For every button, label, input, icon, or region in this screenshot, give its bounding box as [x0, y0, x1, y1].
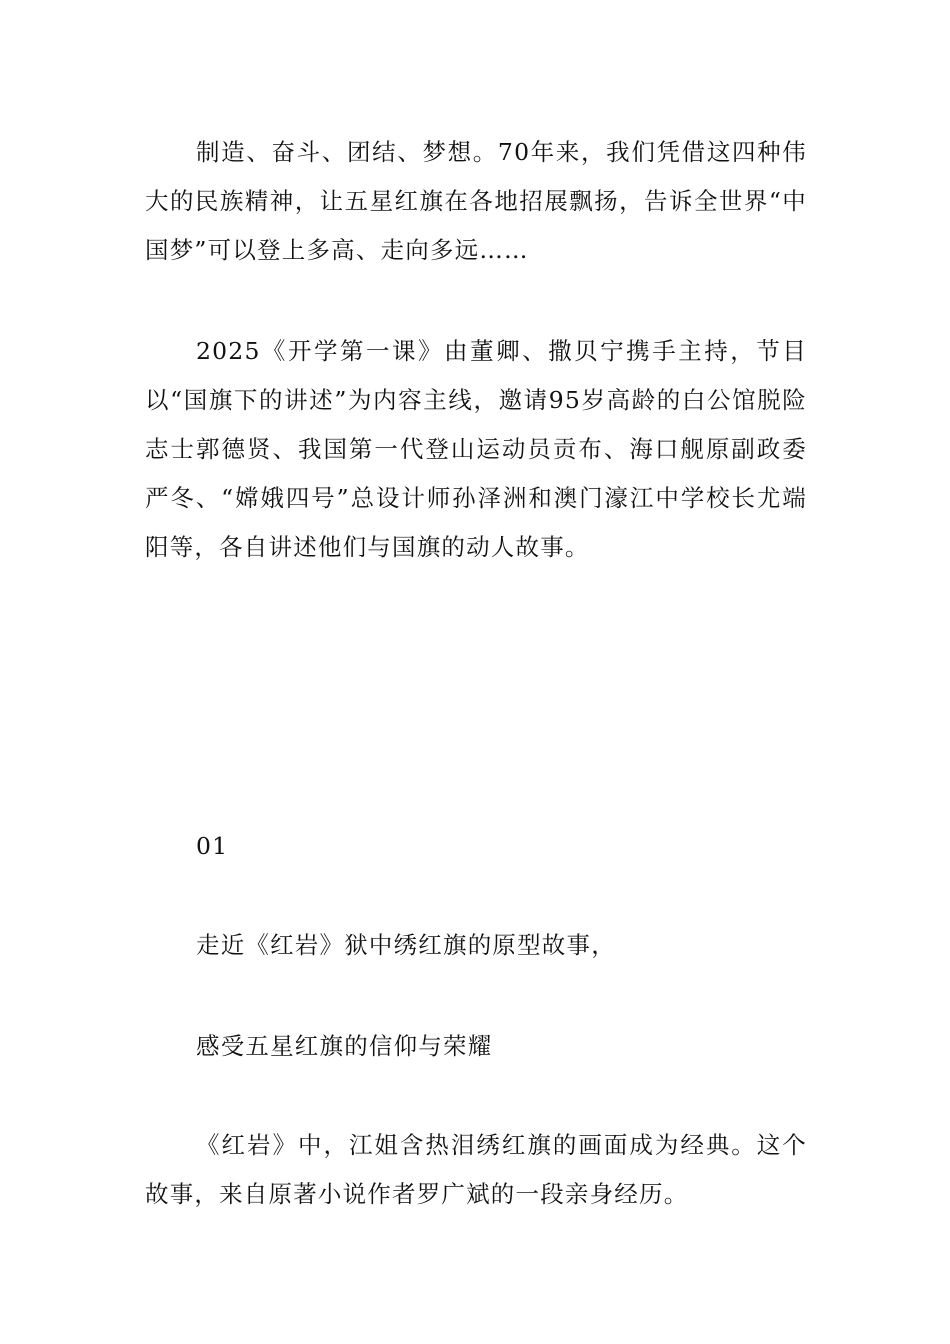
section-heading-line-2: 感受五星红旗的信仰与荣耀: [196, 1032, 493, 1060]
paragraph-program: 2025《开学第一课》由董卿、撒贝宁携手主持，节目以“国旗下的讲述”为内容主线，邀请95岁高龄的白公馆脱险志士郭德贤、我国第一代登山运动员贡布、海口舰原副政委严冬、“嫦娥四号”总设计师孙泽洲和澳门濠江中学校长尤端阳等，各自讲述他们与国旗的动人故事。: [145, 337, 807, 561]
section-heading-line-1: 走近《红岩》狱中绣红旗的原型故事，: [196, 931, 616, 959]
paragraph-intro: 制造、奋斗、团结、梦想。70年来，我们凭借这四种伟大的民族精神，让五星红旗在各地招展飘扬，告诉全世界“中国梦”可以登上多高、走向多远……: [145, 138, 807, 264]
paragraph-hongyan: 《红岩》中，江姐含热泪绣红旗的画面成为经典。这个故事，来自原著小说作者罗广斌的一段亲身经历。: [145, 1131, 807, 1208]
section-number: 01: [196, 832, 229, 860]
